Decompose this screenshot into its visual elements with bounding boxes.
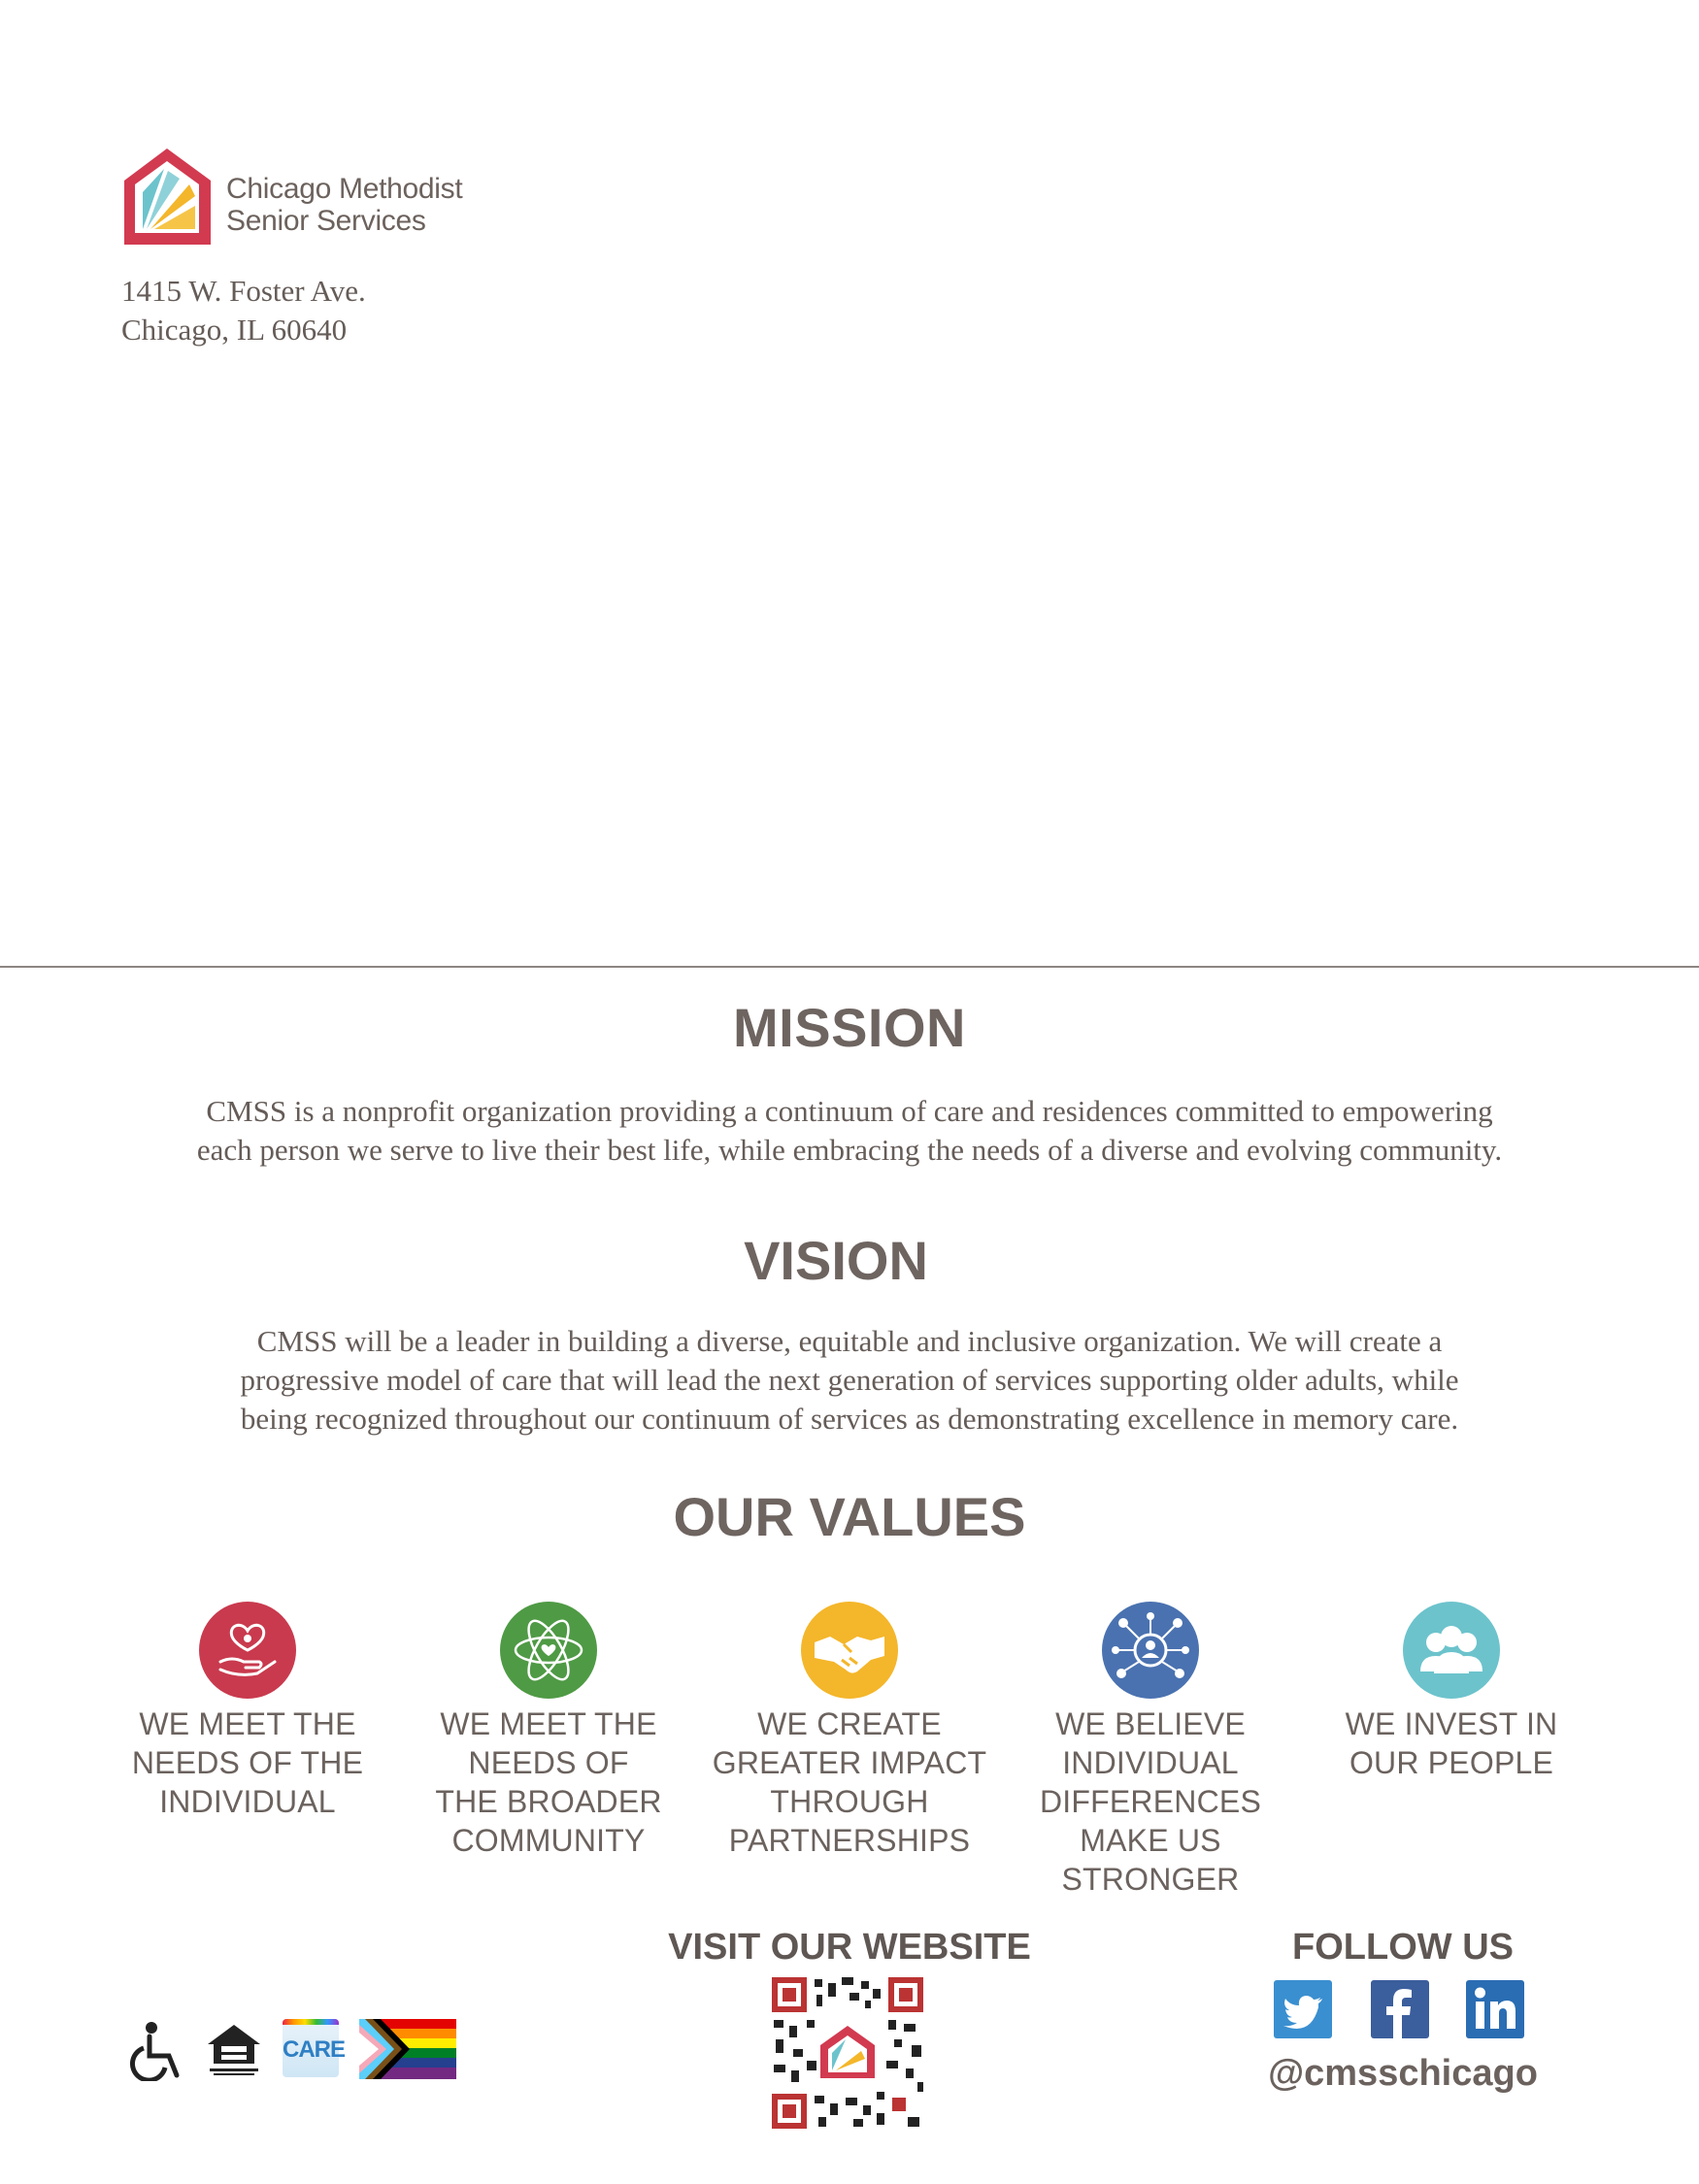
- mission-title: MISSION: [733, 997, 966, 1058]
- address-city: Chicago, IL 60640: [121, 313, 348, 347]
- value-item: [102, 1602, 393, 1821]
- heart-hand-icon: [199, 1602, 296, 1699]
- value-item: [403, 1602, 694, 1860]
- value-item: [1005, 1602, 1296, 1899]
- fold-divider: [0, 966, 1699, 968]
- twitter-icon[interactable]: [1274, 1980, 1332, 2038]
- network-person-icon: [1102, 1602, 1199, 1699]
- vision-line: being recognized throughout our continuum of services as demonstrating excellence in memory care.: [240, 1402, 1459, 1436]
- progress-pride-flag-icon: [359, 2019, 456, 2079]
- linkedin-icon[interactable]: [1466, 1980, 1524, 2038]
- atom-heart-icon: [500, 1602, 597, 1699]
- logo-line-2: Senior Services: [226, 205, 426, 237]
- value-label: WE BELIEVE INDIVIDUAL DIFFERENCES MAKE US STRONGER: [1040, 1706, 1261, 1897]
- house-logo-icon: [121, 146, 214, 248]
- mission-line: each person we serve to live their best life, while embracing the needs of a diverse and evolving community.: [196, 1133, 1503, 1167]
- value-item: [1306, 1602, 1597, 1782]
- mission-text: [29, 1092, 1670, 1170]
- visit-website-title: VISIT OUR WEBSITE: [668, 1927, 1031, 1968]
- follow-us-title: FOLLOW US: [1292, 1927, 1514, 1968]
- social-links: [1274, 1980, 1565, 2043]
- wheelchair-accessible-icon: [128, 2021, 184, 2081]
- value-label: WE MEET THE NEEDS OF THE BROADER COMMUNITY: [435, 1706, 662, 1858]
- vision-title: VISION: [744, 1230, 928, 1291]
- website-qr-code[interactable]: [772, 1977, 923, 2129]
- vision-line: CMSS will be a leader in building a diverse, equitable and inclusive organization. We will create a: [256, 1324, 1443, 1358]
- social-handle[interactable]: @cmsschicago: [1268, 2053, 1538, 2094]
- value-label: WE INVEST IN OUR PEOPLE: [1345, 1706, 1558, 1780]
- equal-housing-opportunity-icon: [206, 2023, 262, 2077]
- vision-text: [49, 1322, 1650, 1439]
- logo-wordmark: [226, 173, 462, 237]
- sage-care-icon: [283, 2019, 346, 2077]
- value-item: [704, 1602, 995, 1860]
- address-street: 1415 W. Foster Ave.: [121, 274, 366, 308]
- handshake-icon: [801, 1602, 898, 1699]
- care-text: CARE: [283, 2036, 346, 2063]
- return-address: [121, 272, 366, 349]
- cmss-logo: [121, 146, 471, 252]
- mission-line: CMSS is a nonprofit organization providing a continuum of care and residences committed to empowering: [206, 1094, 1493, 1128]
- vision-line: progressive model of care that will lead the next generation of services supporting older adults, while: [240, 1363, 1459, 1397]
- values-title: OUR VALUES: [673, 1486, 1026, 1547]
- facebook-icon[interactable]: [1371, 1980, 1429, 2038]
- value-label: WE CREATE GREATER IMPACT THROUGH PARTNERSHIPS: [712, 1706, 987, 1858]
- logo-line-1: Chicago Methodist: [226, 173, 463, 205]
- people-group-icon: [1403, 1602, 1500, 1699]
- value-label: WE MEET THE NEEDS OF THE INDIVIDUAL: [131, 1706, 364, 1819]
